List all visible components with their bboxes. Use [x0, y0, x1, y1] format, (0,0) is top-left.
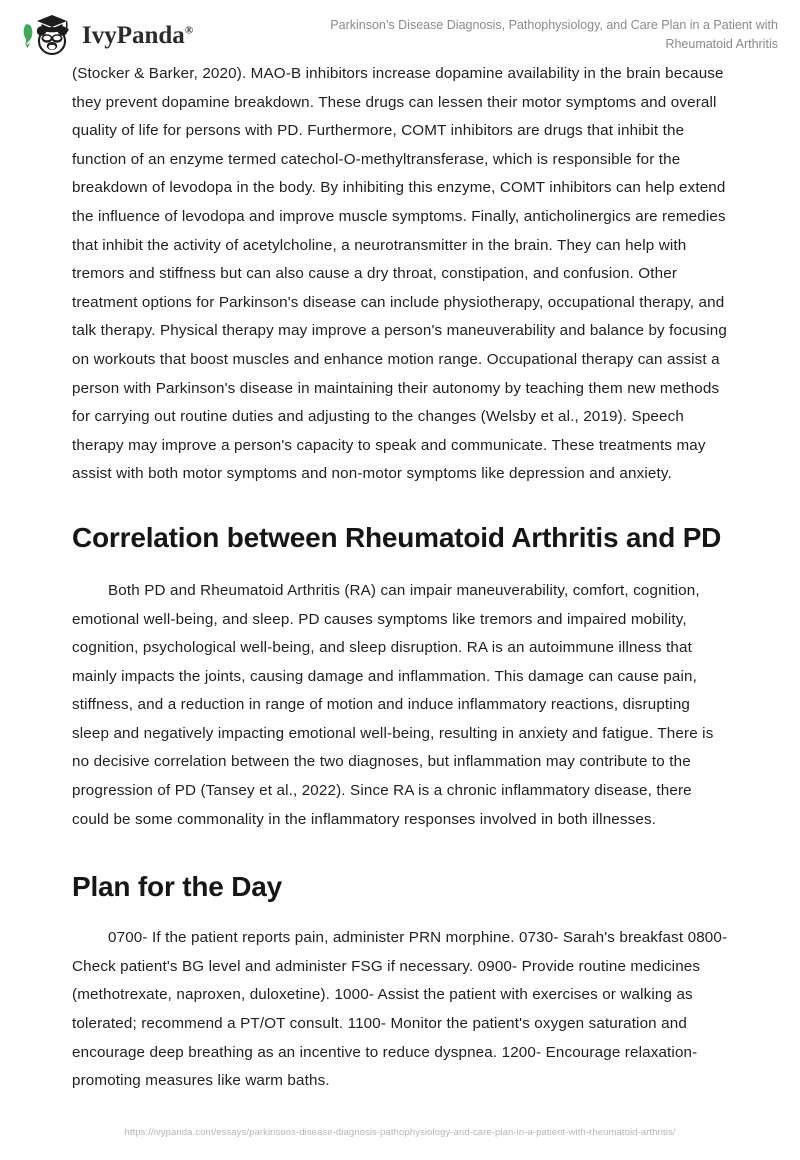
paragraph-ra-pd-correlation: Both PD and Rheumatoid Arthritis (RA) can impair maneuverability, comfort, cognition, emotional well-being, and sleep. PD causes symptoms like tremors and impaired mobility, cognition, psychological well-being, and sleep disruption. RA is an autoimmune illness that mainly impacts the joints, causing damage and inflammation. This damage can cause pain, stiffness, and a reduction in range of motion and induce inflammatory reactions, disrupting sleep and negatively impacting emotional well-being, resulting in anxiety and fatigue. There is no decisive correlation between the two diagnoses, but inflammation may contribute to the progression of PD (Tansey et al., 2022). Since RA is a chronic inflammatory disease, there could be some commonality in the inflammatory responses involved in both illnesses.	[72, 581, 714, 828]
heading-correlation-ra-pd: Correlation between Rheumatoid Arthritis and PD	[72, 521, 722, 553]
registered-mark: ®	[184, 24, 194, 37]
heading-plan-for-the-day: Plan for the Day	[72, 871, 282, 903]
brand-wordmark	[82, 23, 193, 48]
brand-logo-link[interactable]	[18, 10, 218, 58]
page-header	[0, 0, 800, 60]
footer-source-url[interactable]: https://ivypanda.com/essays/parkinsons-disease-diagnosis-pathophysiology-and-care-plan-in-a-patient-with-rheumatoid-arthritis/	[124, 1127, 676, 1138]
paragraph-treatment-options: (Stocker & Barker, 2020). MAO-B inhibitors increase dopamine availability in the brain because they prevent dopamine breakdown. These drugs can lessen their motor symptoms and overall quality of life for persons with PD. Furthermore, COMT inhibitors are drugs that inhibit the function of an enzyme termed catechol-O-methyltransferase, which is responsible for the breakdown of levodopa in the body. By inhibiting this enzyme, COMT inhibitors can help extend the influence of levodopa and improve muscle symptoms. Finally, anticholinergics are remedies that inhibit the activity of acetylcholine, a neurotransmitter in the brain. They can help with tremors and stiffness but can also cause a dry throat, constipation, and confusion. Other treatment options for Parkinson's disease can include physiotherapy, occupational therapy, and talk therapy. Physical therapy may improve a person's maneuverability and balance by focusing on workouts that boost muscles and enhance motion range. Occupational therapy can assist a person with Parkinson's disease in maintaining their autonomy by teaching them new methods for carrying out routine duties and adjusting to the changes (Welsby et al., 2019). Speech therapy may improve a person's capacity to speak and communicate. These treatments may assist with both motor symptoms and non-motor symptoms like depression and anxiety.	[72, 65, 727, 483]
document-title-header: Parkinson’s Disease Diagnosis, Pathophysiology, and Care Plan in a Patient with Rheumatoid Arthritis	[330, 18, 778, 52]
paragraph-daily-plan: 0700- If the patient reports pain, administer PRN morphine. 0730- Sarah's breakfast 0800- Check patient's BG level and administer FSG if necessary. 0900- Provide routine medicines (methotrexate, naproxen, duloxetine). 1000- Assist the patient with exercises or walking as tolerated; recommend a PT/OT consult. 1100- Monitor the patient's oxygen saturation and encourage deep breathing as an incentive to reduce dyspnea. 1200- Encourage relaxation-promoting measures like warm baths.	[72, 929, 728, 1090]
document-body	[0, 60, 800, 1096]
panda-graduate-logo-icon	[18, 12, 80, 58]
brand-name-text: IvyPanda	[82, 21, 185, 49]
